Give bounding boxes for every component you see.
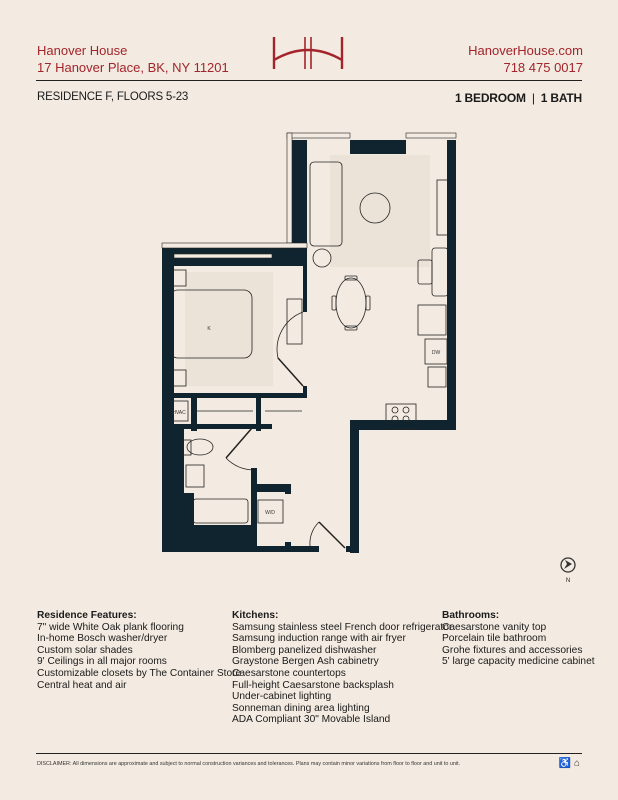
bathroom-features: [442, 610, 595, 668]
accessibility-icon: ♿: [558, 758, 572, 769]
feature-item: Customizable closets by The Container Store: [37, 667, 242, 679]
residence-title: RESIDENCE F, FLOORS 5-23: [37, 91, 189, 103]
bedroom-count: 1 BEDROOM: [454, 91, 526, 105]
feature-item: Grohe fixtures and accessories: [442, 644, 583, 656]
building-address: 17 Hanover Place, BK, NY 11201: [37, 60, 229, 75]
dresser: [287, 299, 302, 344]
dw-label: DW: [431, 350, 441, 356]
hh-logo-icon: [270, 36, 346, 70]
feature-item: Caesarstone countertops: [232, 667, 346, 679]
feature-item: Samsung stainless steel French door refrigerator: [232, 621, 453, 633]
feature-item: Caesarstone vanity top: [442, 621, 547, 633]
header-right: [468, 42, 583, 76]
header-divider: [36, 80, 582, 81]
dining-table: [336, 278, 366, 328]
armchair: [432, 248, 448, 296]
feature-item: Custom solar shades: [37, 644, 133, 656]
feature-item: 5' large capacity medicine cabinet: [442, 656, 595, 668]
floor-plan: [150, 120, 470, 560]
bathroom-features-title: Bathrooms:: [442, 610, 500, 621]
sink: [428, 367, 446, 387]
vanity: [186, 465, 204, 487]
bed-label: K: [207, 326, 211, 332]
feature-item: ADA Compliant 30" Movable Island: [232, 714, 391, 726]
building-name: Hanover House: [37, 43, 128, 58]
feature-item: In-home Bosch washer/dryer: [37, 633, 168, 645]
bathtub: [193, 499, 248, 523]
feature-item: Central heat and air: [37, 679, 127, 691]
disclaimer-text: DISCLAIMER: All dimensions are approximate and subject to normal construction variances and tolerances. Plans may contain minor variations from floor to floor and unit to unit.: [37, 761, 461, 767]
feature-item: Under-cabinet lighting: [232, 691, 332, 703]
bedroom-rug: [185, 272, 273, 386]
phone-number: 718 475 0017: [503, 60, 583, 75]
compass-label: N: [565, 578, 571, 584]
feature-item: 9' Ceilings in all major rooms: [37, 656, 167, 668]
hvac-label: HVAC: [172, 410, 186, 416]
feature-item: Samsung induction range with air fryer: [232, 633, 406, 645]
unit-summary: [455, 91, 582, 105]
feature-item: Blomberg panelized dishwasher: [232, 644, 377, 656]
feature-item: 7" wide White Oak plank flooring: [37, 621, 184, 633]
north-compass: [559, 556, 577, 582]
feature-item: Sonneman dining area lighting: [232, 702, 370, 714]
wd-label: W/D: [265, 510, 275, 516]
feature-item: Porcelain tile bathroom: [442, 633, 547, 645]
side-table: [313, 249, 331, 267]
residence-features: [37, 610, 241, 691]
footer-icons: [559, 758, 580, 769]
feature-item: Full-height Caesarstone backsplash: [232, 679, 394, 691]
compass-icon: [559, 556, 577, 574]
header-left: [37, 42, 229, 76]
kitchen-features: [232, 610, 452, 726]
footer-divider: [36, 753, 582, 754]
kitchen-features-title: Kitchens:: [232, 610, 279, 621]
living-rug: [330, 155, 430, 267]
residence-features-title: Residence Features:: [37, 610, 137, 621]
refrigerator: [418, 305, 446, 335]
website-link[interactable]: HanoverHouse.com: [468, 43, 583, 58]
bath-count: 1 BATH: [540, 91, 582, 105]
equal-housing-icon: ⌂: [573, 758, 580, 769]
feature-item: Graystone Bergen Ash cabinetry: [232, 656, 379, 668]
summary-separator: |: [531, 91, 535, 105]
